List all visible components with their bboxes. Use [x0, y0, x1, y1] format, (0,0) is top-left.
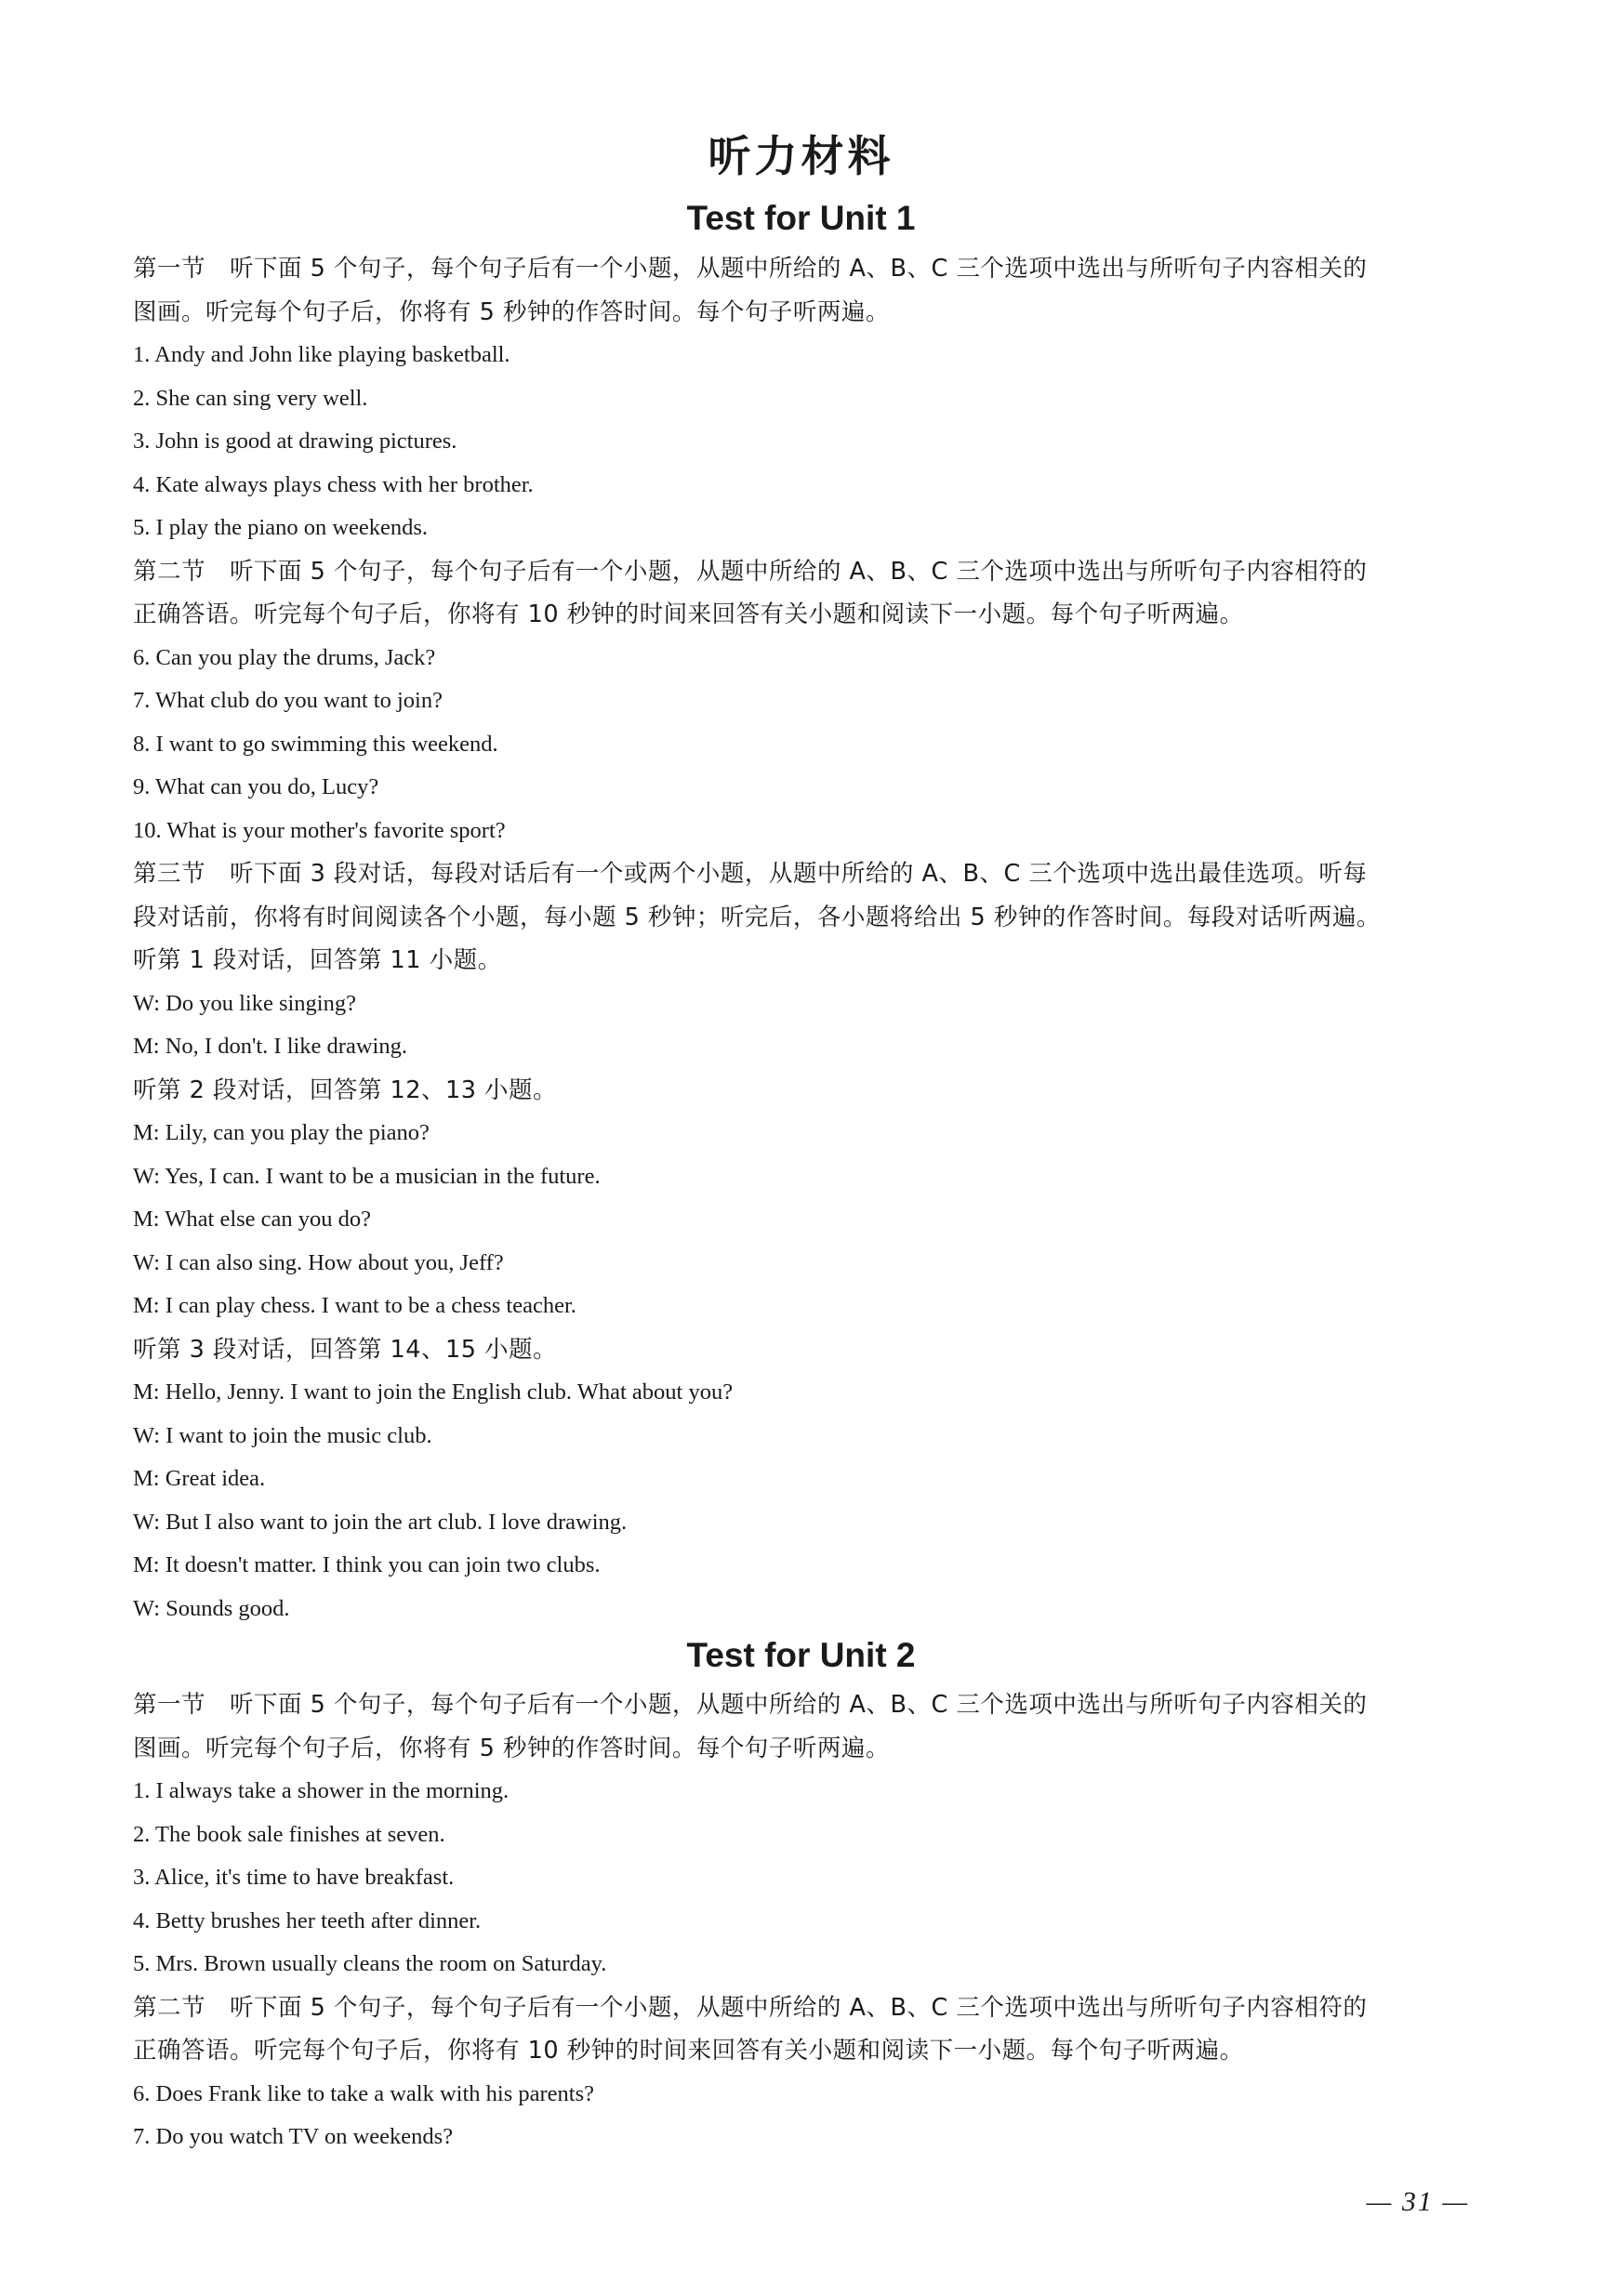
- instruction-line: 听第 3 段对话，回答第 14、15 小题。: [133, 1335, 558, 1364]
- page-number: — 31 —: [1366, 2186, 1469, 2217]
- transcript-line: W: Sounds good.: [133, 1595, 290, 1621]
- instruction-line: 图画。听完每个句子后，你将有 5 秒钟的作答时间。每个句子听两遍。: [133, 297, 890, 326]
- transcript-line: 3. John is good at drawing pictures.: [133, 429, 457, 454]
- section-title-unit-1: Test for Unit 1: [686, 199, 916, 237]
- instruction-line: 正确答语。听完每个句子后，你将有 10 秒钟的时间来回答有关小题和阅读下一小题。每个句子听两遍。: [133, 600, 1244, 628]
- section-title-unit-2: Test for Unit 2: [686, 1636, 916, 1674]
- instruction-line: 听第 2 段对话，回答第 12、13 小题。: [133, 1075, 558, 1104]
- transcript-line: W: But I also want to join the art club. I love drawing.: [133, 1509, 628, 1535]
- transcript-line: 5. Mrs. Brown usually cleans the room on Saturday.: [133, 1951, 607, 1976]
- instruction-line: 第二节 听下面 5 个句子，每个句子后有一个小题，从题中所给的 A、B、C 三个选项中选出与所听句子内容相符的: [133, 557, 1368, 586]
- transcript-line: 1. I always take a shower in the morning.: [133, 1778, 510, 1803]
- transcript-line: M: Hello, Jenny. I want to join the English club. What about you?: [133, 1379, 734, 1405]
- transcript-line: W: I want to join the music club.: [133, 1422, 432, 1448]
- instruction-line: 听第 1 段对话，回答第 11 小题。: [133, 946, 502, 974]
- transcript-line: 6. Does Frank like to take a walk with his parents?: [133, 2080, 595, 2106]
- transcript-line: 4. Kate always plays chess with her brother.: [133, 471, 534, 497]
- transcript-line: 7. Do you watch TV on weekends?: [133, 2124, 454, 2149]
- page-title: 听力材料: [708, 131, 894, 181]
- transcript-line: M: No, I don't. I like drawing.: [133, 1034, 407, 1059]
- transcript-line: 6. Can you play the drums, Jack?: [133, 644, 436, 670]
- instruction-line: 第三节 听下面 3 段对话，每段对话后有一个或两个小题，从题中所给的 A、B、C 三个选项中选出最佳选项。听每: [133, 860, 1368, 888]
- transcript-line: 2. She can sing very well.: [133, 385, 368, 411]
- transcript-line: 7. What club do you want to join?: [133, 688, 443, 713]
- transcript-line: 1. Andy and John like playing basketball.: [133, 342, 510, 367]
- transcript-line: 2. The book sale finishes at seven.: [133, 1821, 445, 1847]
- transcript-line: 10. What is your mother's favorite sport?: [133, 817, 506, 843]
- transcript-line: W: Do you like singing?: [133, 990, 356, 1016]
- instruction-line: 正确答语。听完每个句子后，你将有 10 秒钟的时间来回答有关小题和阅读下一小题。每个句子听两遍。: [133, 2037, 1244, 2065]
- transcript-line: M: Great idea.: [133, 1466, 266, 1491]
- transcript-line: 5. I play the piano on weekends.: [133, 515, 429, 540]
- transcript-line: 9. What can you do, Lucy?: [133, 774, 379, 799]
- section-body-unit-1: [133, 247, 1490, 1630]
- instruction-line: 第一节 听下面 5 个句子，每个句子后有一个小题，从题中所给的 A、B、C 三个选项中选出与所听句子内容相关的: [133, 255, 1368, 283]
- transcript-line: 3. Alice, it's time to have breakfast.: [133, 1865, 455, 1890]
- instruction-line: 第一节 听下面 5 个句子，每个句子后有一个小题，从题中所给的 A、B、C 三个选项中选出与所听句子内容相关的: [133, 1691, 1368, 1719]
- instruction-line: 第二节 听下面 5 个句子，每个句子后有一个小题，从题中所给的 A、B、C 三个选项中选出与所听句子内容相符的: [133, 1993, 1368, 2022]
- section-body-unit-2: [133, 1683, 1490, 2159]
- transcript-line: W: I can also sing. How about you, Jeff?: [133, 1249, 504, 1275]
- instruction-line: 图画。听完每个句子后，你将有 5 秒钟的作答时间。每个句子听两遍。: [133, 1734, 890, 1762]
- transcript-line: W: Yes, I can. I want to be a musician in the future.: [133, 1163, 601, 1189]
- transcript-line: M: It doesn't matter. I think you can join two clubs.: [133, 1552, 601, 1577]
- transcript-line: 8. I want to go swimming this weekend.: [133, 731, 498, 757]
- instruction-line: 段对话前，你将有时间阅读各个小题，每小题 5 秒钟；听完后，各小题将给出 5 秒钟的作答时间。每段对话听两遍。: [133, 903, 1381, 931]
- transcript-line: M: Lily, can you play the piano?: [133, 1120, 430, 1145]
- transcript-line: M: What else can you do?: [133, 1207, 372, 1232]
- transcript-line: 4. Betty brushes her teeth after dinner.: [133, 1907, 482, 1933]
- transcript-line: M: I can play chess. I want to be a chess teacher.: [133, 1293, 576, 1318]
